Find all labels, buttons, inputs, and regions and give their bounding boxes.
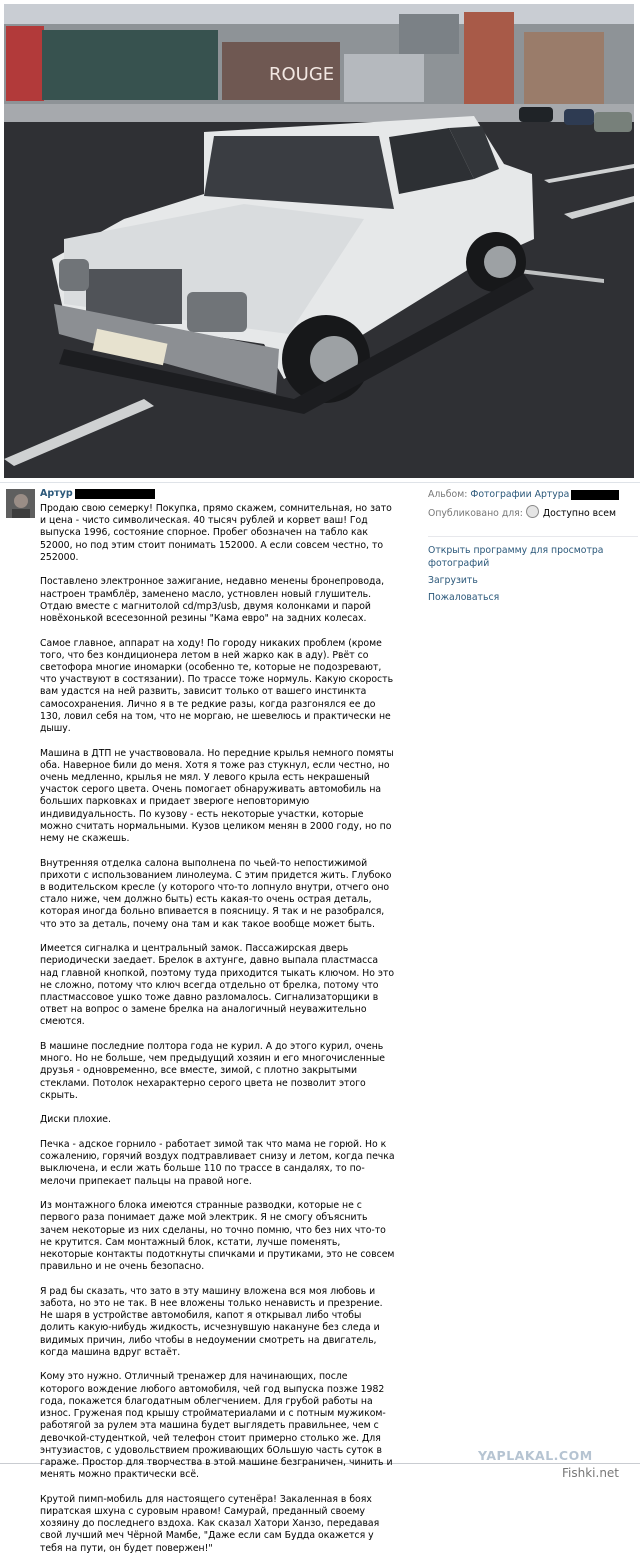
open-viewer-link[interactable]: Открыть программу для просмотра фотографий — [428, 545, 604, 569]
paragraph: Диски плохие. — [40, 1114, 111, 1126]
download-link[interactable]: Загрузить — [428, 574, 478, 586]
paragraph: Крутой пимп-мобиль для настоящего сутенёра! Закаленная в боях пиратская шхуна с суровым нравом! Самурай, преданный своему хозяину до последнего вздоха. Как сказал Хатори Ханзо, передавая свой лучший меч Чёрной Мамбе, "Даже если сам Будда окажется у тебя на пути, он будет повержен!" — [40, 1493, 380, 1554]
paragraph: Имеется сигналка и центральный замок. Пассажирская дверь периодически заедает. Брелок в ахтунге, давно выпала пластмасса над главной кнопкой, поэтому туда приходится тыкать ключом. Но это не сложно, потому что ключ всегда отдельно от брелка, потому что пластмассовое ушко тоже давно разломалось. Сигнализаторщики в ответ на вопрос о замене брелка на аналогичный неуважительно смеются. — [40, 943, 395, 1028]
paragraph: Продаю свою семерку! Покупка, прямо скажем, сомнительная, но зато и цена - чисто символическая. 40 тысяч рублей и корвет ваш! Год выпуска 1996, состояние спорное. Пробег обозначен на табло как 52000, но под этим стоит понимать 152000. А если совсем честно, то 252000. — [40, 503, 392, 563]
globe-icon — [526, 505, 539, 518]
redacted-surname — [75, 489, 155, 499]
visibility-value[interactable]: Доступно всем — [542, 508, 616, 520]
album-row — [428, 489, 638, 501]
album-label: Альбом: — [428, 489, 468, 500]
paragraph: Самое главное, аппарат на ходу! По городу никаких проблем (кроме того, что без кондиционера летом в ней жарко как в аду). Рвёт со светофора многие иномарки (особенно те, которые не подозревают, что участвуют в состязании). По трассе тоже нормуль. Какую скорость вам удастся на ней развить, зависит только от вашего инстинкта самосохранения. Лично я в те редкие разы, когда разгонялся ее до 130, ловил себя на том, что не моргаю, не шевелюсь и практически не дышу. — [40, 637, 394, 735]
album-link[interactable]: Фотографии Артура — [470, 489, 570, 500]
published-label: Опубликовано для: — [428, 508, 523, 520]
redacted-album-name — [571, 490, 619, 500]
paragraph: Печка - адское горнило - работает зимой так что мама не горюй. Но к сожалению, горячий воздух подтравливает снизу и летом, когда печка выключена, и если жать больше 110 по трассе в сандалях, то по-мелочи припекает пальцы на правой ноге. — [40, 1139, 395, 1187]
paragraph: Из монтажного блока имеются странные разводки, которые не с первого раза понимает даже мой электрик. Я не смогу объяснить зачем некоторые из них сделаны, но точно помню, что без них что-то не крутится. Сам монтажный блок, кстати, лучше поменять, некоторые контакты подоткнуты спичками и прутиками, это не совсем правильно и не очень безопасно. — [40, 1200, 395, 1273]
paragraph: Машина в ДТП не участвововала. Но передние крылья немного помяты оба. Наверное били до меня. Хотя я тоже раз стукнул, если честно, но очень медленно, крылья не мял. У левого крыла есть некрашеный участок серого цвета. Очень помогает обнаруживать автомобиль на больших парковках и придает зверюге неповторимую индивидуальность. По кузову - есть некоторые участки, которые можно считать нормальными. Кузов целиком менян в 2000 году, но по нему не скажешь. — [40, 747, 394, 845]
report-link[interactable]: Пожаловаться — [428, 592, 500, 604]
paragraph: Внутренняя отделка салона выполнена по чьей-то непостижимой прихоти с использованием линолеума. С этим придется жить. Глубоко в водительском кресле (у которого что-то лопнуло внутри, отчего оно стало ниже, чем должно быть) есть какая-то очень острая деталь, которая иногда больно впивается в поясницу. Я так и не разобрался, что это за деталь, почему она там и как такое вообще может быть. — [40, 857, 392, 930]
author-name-text[interactable]: Артур — [40, 488, 73, 499]
published-row — [428, 505, 638, 520]
billboard-text: ROUGE — [269, 64, 335, 85]
paragraph: В машине последние полтора года не курил. А до этого курил, очень много. Но не больше, чем предыдущий хозяин и его многочисленные друзья - одновременно, все вместе, зимой, с плотно закрытыми стеклами. Потолок нехарактерно серого цвета не позволит этого скрыть. — [40, 1041, 385, 1101]
paragraph: Я рад бы сказать, что зато в эту машину вложена вся моя любовь и забота, но это не так. В нее вложены только ненависть и презрение. Не шаря в устройстве автомобиля, капот я открывал либо чтобы долить какую-нибудь жидкость, исчезнувшую накануне без следа и видимых причин, либо чтобы в недоумении смотреть на двигатель, когда машина вдруг встаёт. — [40, 1285, 383, 1358]
paragraph: Поставлено электронное зажигание, недавно менены бронепровода, настроен трамблёр, заменено масло, устновлен новый глушитель. Отдаю вместе с магнитолой cd/mp3/usb, двумя колонками и парой новёхонькой всесезонной резины "Кама евро" на задних колесах. — [40, 576, 385, 625]
car-photo[interactable] — [4, 4, 634, 478]
paragraph: Кому это нужно. Отличный тренажер для начинающих, после которого вождение любого автомобиля, чей год выпуска позже 1982 года, покажется благодатным облегчением. Для грубой работы на износ. Груженая под крышу стройматериалами и с потным мужиком-работягой за рулем эта машина будет выглядеть правильнее, чем с девочкой-студенткой, чей телефон стоит примерно столько же. Для энтузиастов, с удовольствием проживающих бОльшую часть суток в гараже. Простор для творчества в этой машине безграничен, чинить и менять можно практически всё. — [40, 1371, 393, 1481]
photo-sidebar — [428, 489, 638, 609]
author-name[interactable] — [40, 488, 155, 499]
avatar[interactable] — [6, 489, 35, 518]
post-text — [40, 503, 395, 1567]
site-watermark: YAPLAKAL.COM — [478, 1448, 593, 1463]
corner-watermark: Fishki.net — [562, 1466, 620, 1480]
